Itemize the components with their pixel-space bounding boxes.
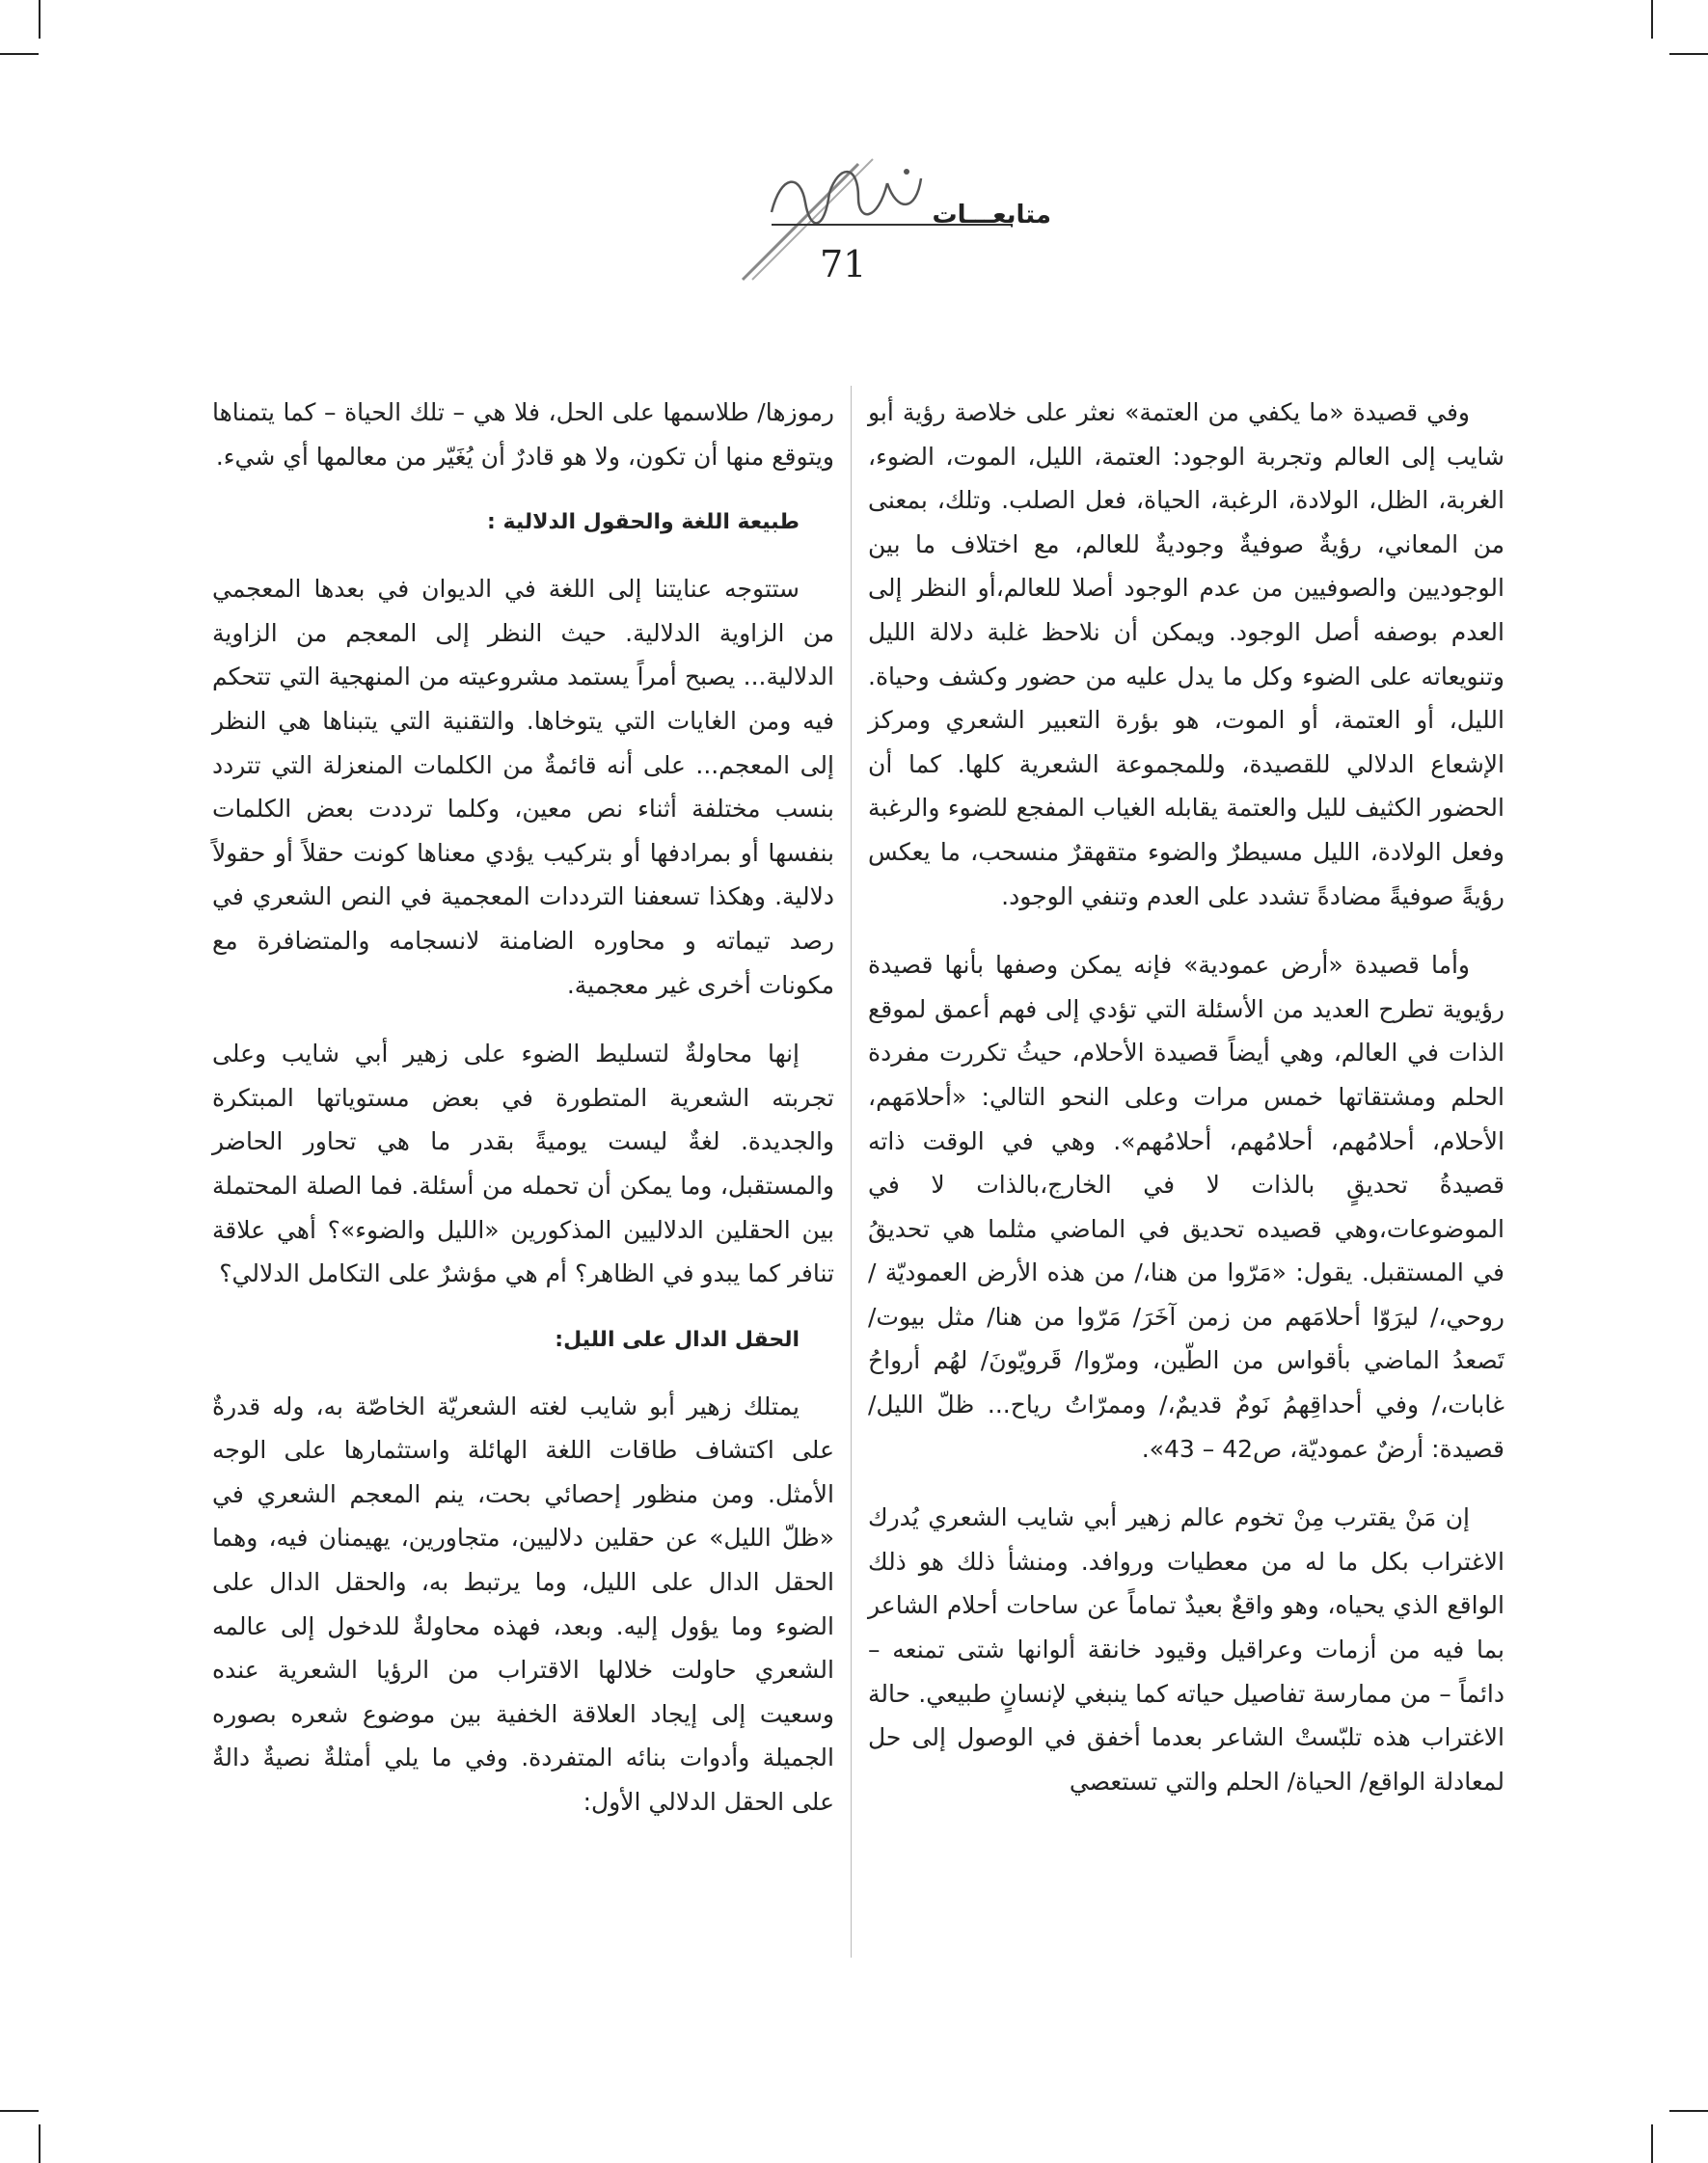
crop-mark bbox=[39, 2124, 41, 2163]
paragraph: إن مَنْ يقترب مِنْ تخوم عالم زهير أبي شايب الشعري يُدرك الاغتراب بكل ما له من معطيات وروافد. ومنشأ ذلك هو ذلك الواقع الذي يحياه، وهو واقعٌ بعيدٌ تماماً عن ساحات أحلام الشاعر بما فيه من أزمات وعراقيل وقيود خانقة ألوانها شتى تمنعه – دائماً – من ممارسة تفاصيل حياته كما ينبغي لإنسانٍ طبيعي. حالة الاغتراب هذه تلبّستْ الشاعر بعدما أخفق في الوصول إلى حل لمعادلة الواقع/ الحياة/ الحلم والتي تستعصي bbox=[868, 1503, 1505, 1796]
page-header bbox=[714, 154, 1061, 299]
section-heading: الحقل الدال على الليل: bbox=[555, 1327, 800, 1352]
crop-mark bbox=[1669, 2110, 1708, 2112]
paragraph: ستتوجه عنايتنا إلى اللغة في الديوان في بعدها المعجمي من الزاوية الدلالية. حيث النظر إلى المعجم من الزاوية الدلالية... يصبح أمراً يستمد مشروعيته من المنهجية التي تتحكم فيه ومن الغايات التي يتوخاها. والتقنية التي يتبناها هي النظر إلى المعجم... على أنه قائمةٌ من الكلمات المنعزلة التي تتردد بنسب مختلفة أثناء نص معين، وكلما ترددت بعض الكلمات بنفسها أو بمرادفها أو بتركيب يؤدي معناها كونت حقلاً أو حقولاً دلالية. وهكذا تسعفنا الترددات المعجمية في النص الشعري في رصد تيماته و محاوره الضامنة لانسجامه والمتضافرة مع مكونات أخرى غير معجمية. bbox=[212, 575, 834, 999]
paragraph: وفي قصيدة «ما يكفي من العتمة» نعثر على خلاصة رؤية أبو شايب إلى العالم وتجربة الوجود: العتمة، الليل، الموت، الضوء، الغربة، الظل، الولادة، الرغبة، الحياة، فعل الصلب. وتلك، بمعنى من المعاني، رؤيةٌ صوفيةٌ وجوديةٌ للعالم، مع اختلاف ما بين الوجوديين والصوفيين من عدم الوجود أصلا للعالم،أو النظر إلى العدم بوصفه أصل الوجود. ويمكن أن نلاحظ غلبة دلالة الليل وتنويعاته على الضوء وكل ما يدل عليه من حضور وكشف وحياة. الليل، أو العتمة، أو الموت، هو بؤرة التعبير الشعري ومركز الإشعاع الدلالي للقصيدة، وللمجموعة الشعرية كلها. كما أن الحضور الكثيف لليل والعتمة يقابله الغياب المفجع للضوء والرغبة وفعل الولادة، الليل مسيطرٌ والضوء متقهقرٌ منسحب، ما يعكس رؤيةً صوفيةً مضادةً تشدد على العدم وتنفي الوجود. bbox=[868, 398, 1505, 910]
crop-mark bbox=[1651, 2124, 1653, 2163]
paragraph-continued: رموزها/ طلاسمها على الحل، فلا هي – تلك الحياة – كما يتمناها ويتوقع منها أن تكون، ولا هو قادرٌ أن يُغَيّر من معالمها أي شيء. bbox=[212, 398, 834, 471]
crop-mark bbox=[1669, 53, 1708, 55]
paragraph: وأما قصيدة «أرض عمودية» فإنه يمكن وصفها بأنها قصيدة رؤيوية تطرح العديد من الأسئلة التي تؤدي إلى فهم أعمق لموقع الذات في العالم، وهي أيضاً قصيدة الأحلام، حيثُ تكررت مفردة الحلم ومشتقاتها خمس مرات وعلى النحو التالي: «أحلامَهم، الأحلام، أحلامُهم، أحلامُهم، أحلامُهم». وهي في الوقت ذاته قصيدةُ تحديقٍ بالذات لا في الخارج،بالذات لا في الموضوعات،وهي قصيده تحديق في الماضي مثلما هي تحديقُ في المستقبل. يقول: «مَرّوا من هنا،/ من هذه الأرض العموديّة / روحي،/ ليرَوّا أحلامَهم من زمن آخَرَ/ مَرّوا من هنا/ مثل بيوت/ تَصعدُ الماضي بأقواس من الطّين، ومرّوا/ قَرويّونَ/ لهُم أرواحُ غابات،/ وفي أحداقِهمُ نَومٌ قديمٌ،/ وممرّاتُ رياح... ظلّ الليل/ قصيدة: أرضٌ عموديّة، ص42 – 43». bbox=[868, 951, 1505, 1463]
paragraph: إنها محاولةٌ لتسليط الضوء على زهير أبي شايب وعلى تجربته الشعرية المتطورة في بعض مستوياتها المبتكرة والجديدة. لغةٌ ليست يوميةً بقدر ما هي تحاور الحاضر والمستقبل، وما يمكن أن تحمله من أسئلة. فما الصلة المحتملة بين الحقلين الدلاليين المذكورين «الليل والضوء»؟ أهي علاقة تنافر كما يبدو في الظاهر؟ أم هي مؤشرٌ على التكامل الدلالي؟ bbox=[212, 1040, 834, 1288]
article-column-right bbox=[868, 391, 1505, 1828]
section-label: متابعـــات bbox=[932, 201, 1051, 230]
crop-mark bbox=[39, 0, 41, 39]
crop-mark bbox=[0, 2110, 39, 2112]
crop-mark bbox=[0, 53, 39, 55]
crop-mark bbox=[1651, 0, 1653, 39]
article-column-left bbox=[212, 391, 834, 1850]
page-number: 71 bbox=[820, 243, 867, 285]
paragraph: يمتلك زهير أبو شايب لغته الشعريّة الخاصّة به، وله قدرةٌ على اكتشاف طاقات اللغة الهائلة واستثمارها على الوجه الأمثل. ومن منظور إحصائي بحت، ينم المعجم الشعري في «ظلّ الليل» عن حقلين دلاليين، متجاورين، يهيمنان فيه، وهما الحقل الدال على الليل، وما يرتبط به، والحقل الدال على الضوء وما يؤول إليه. وبعد، فهذه محاولةٌ للدخول إلى عالمه الشعري حاولت خلالها الاقتراب من الرؤيا الشعرية عنده وسعيت إلى إيجاد العلاقة الخفية بين موضوع شعره بصوره الجميلة وأدوات بنائه المتفردة. وفي ما يلي أمثلةٌ نصيةٌ دالةٌ على الحقل الدلالي الأول: bbox=[212, 1392, 834, 1817]
section-heading: طبيعة اللغة والحقول الدلالية : bbox=[487, 510, 800, 535]
column-divider bbox=[851, 386, 852, 1958]
